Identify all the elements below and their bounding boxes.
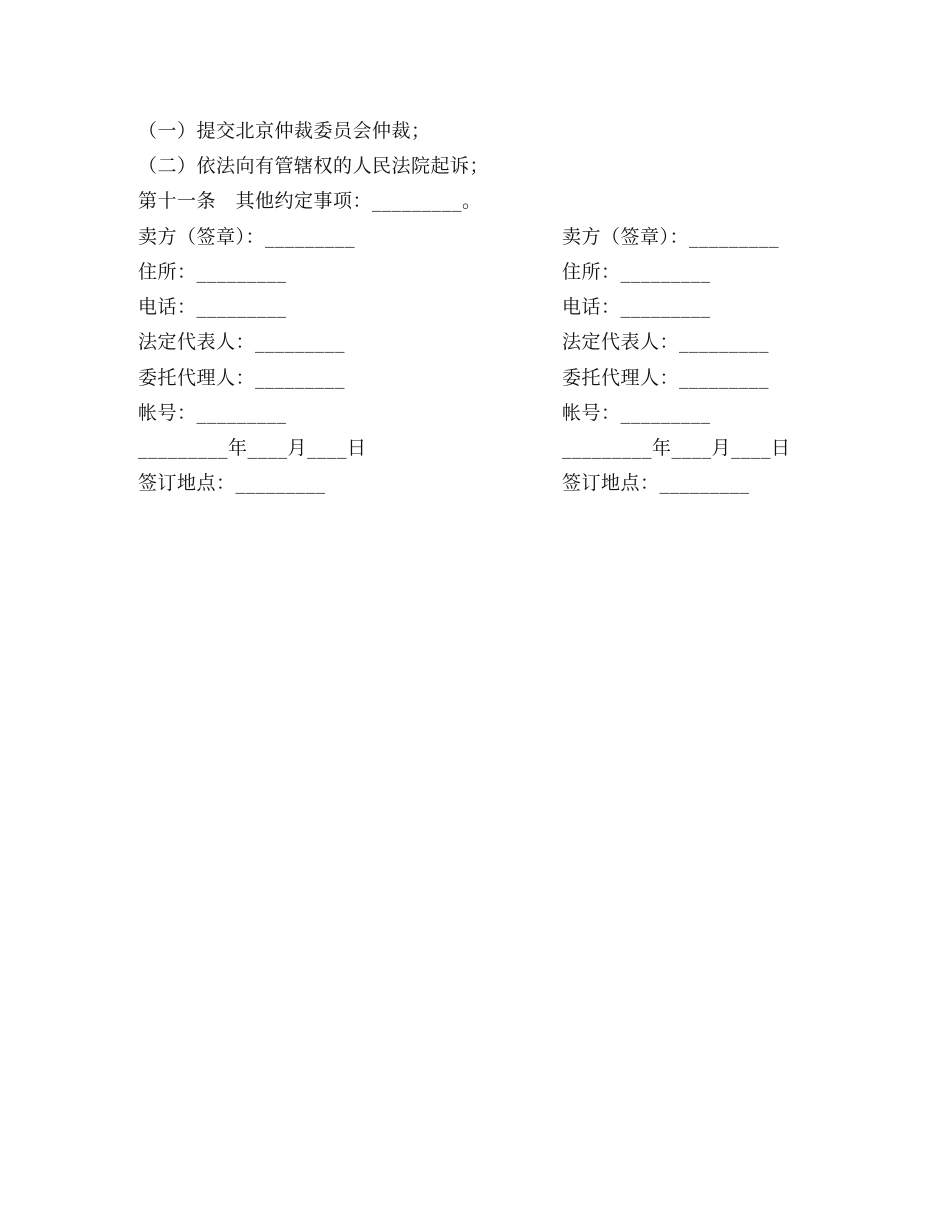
right-account: 帐号：_________ bbox=[562, 402, 711, 424]
right-date: _________年____月____日 bbox=[562, 437, 791, 459]
left-seller-signature: 卖方（签章）：_________ bbox=[138, 226, 356, 248]
article-11: 第十一条 其他约定事项：_________。 bbox=[138, 190, 482, 212]
left-phone: 电话：_________ bbox=[138, 296, 287, 318]
left-agent: 委托代理人：_________ bbox=[138, 367, 346, 389]
right-legal-representative: 法定代表人：_________ bbox=[562, 331, 770, 353]
right-agent: 委托代理人：_________ bbox=[562, 367, 770, 389]
left-date: _________年____月____日 bbox=[138, 437, 367, 459]
left-account: 帐号：_________ bbox=[138, 402, 287, 424]
right-address: 住所：_________ bbox=[562, 261, 711, 283]
dispute-option-2: （二）依法向有管辖权的人民法院起诉； bbox=[138, 155, 490, 177]
left-signing-place: 签订地点：_________ bbox=[138, 472, 326, 494]
right-signing-place: 签订地点：_________ bbox=[562, 472, 750, 494]
right-seller-signature: 卖方（签章）：_________ bbox=[562, 226, 780, 248]
right-phone: 电话：_________ bbox=[562, 296, 711, 318]
left-address: 住所：_________ bbox=[138, 261, 287, 283]
left-legal-representative: 法定代表人：_________ bbox=[138, 331, 346, 353]
dispute-option-1: （一）提交北京仲裁委员会仲裁； bbox=[138, 120, 431, 142]
